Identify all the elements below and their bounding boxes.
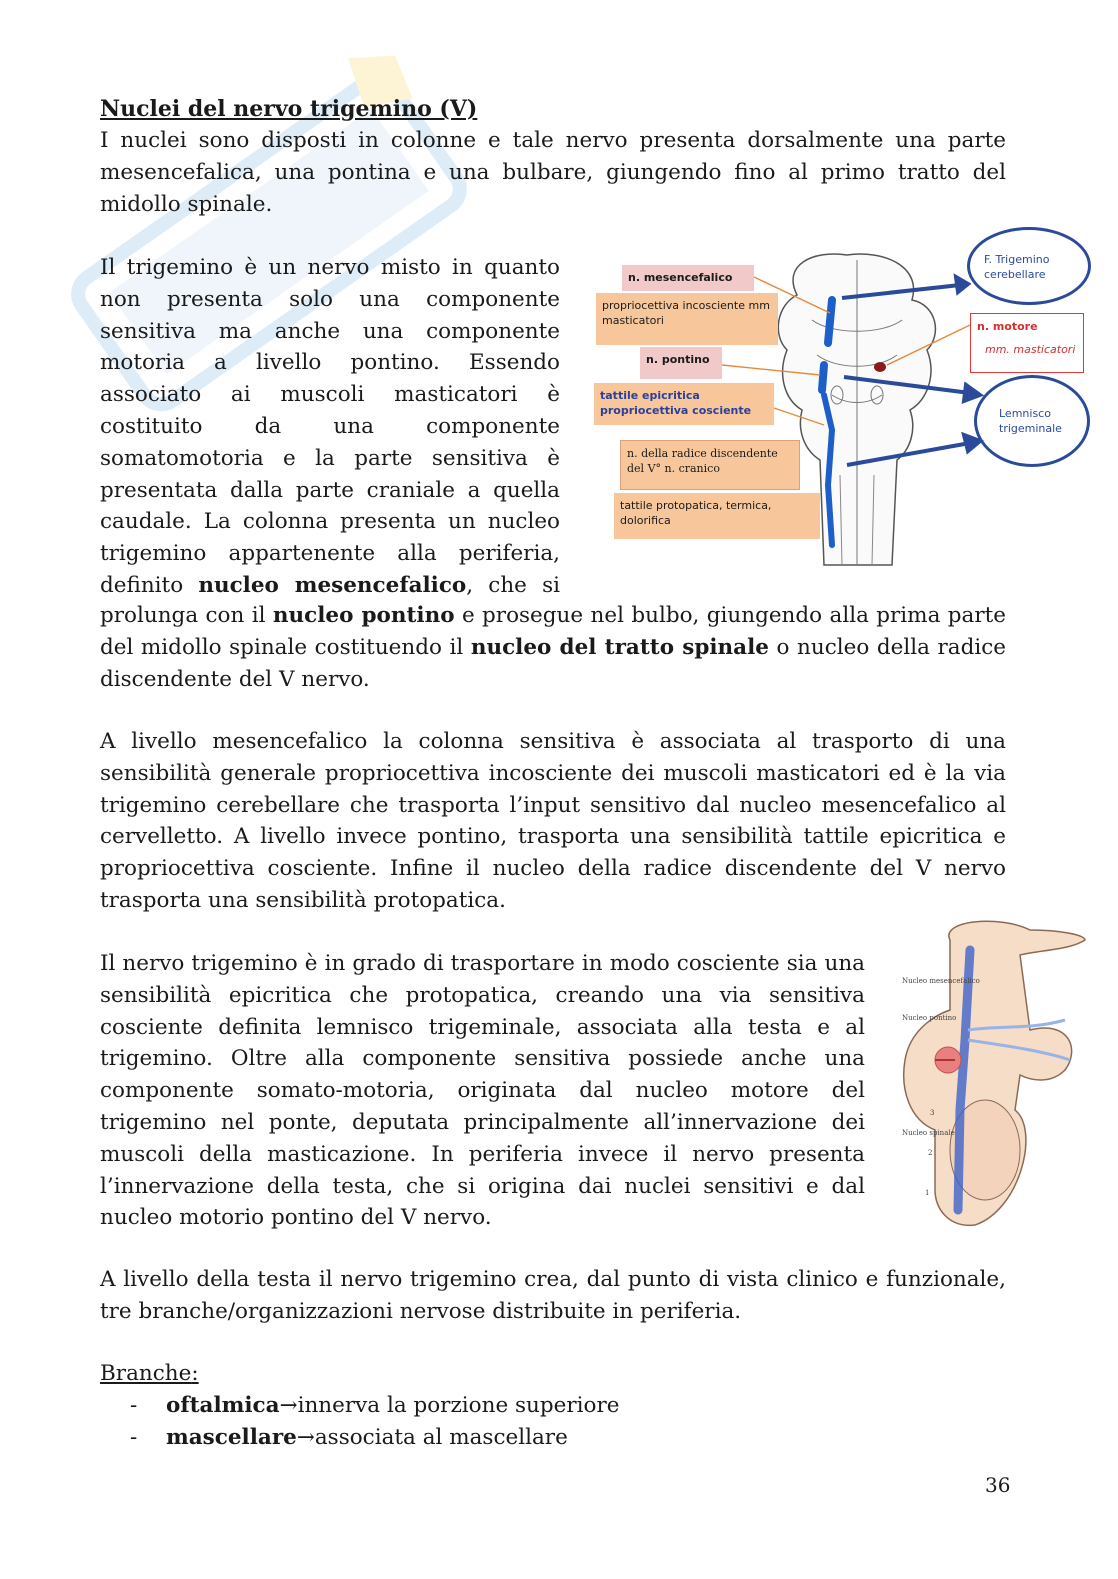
- fig2-label-3: 3: [930, 1109, 935, 1117]
- label-n-pontino: n. pontino: [640, 347, 722, 379]
- paragraph-misto-tail: , che si: [466, 572, 560, 598]
- paragraph-intro: I nuclei sono disposti in colonne e tale nervo presenta dorsalmente una parte mesencefalica, una pontina e una bulbare, giungendo fino al primo tratto del midollo spinale.: [100, 128, 1006, 217]
- list-item: [130, 1422, 619, 1454]
- label-mm-masticatori: mm. masticatori: [970, 337, 1084, 373]
- paragraph-lemnisco: Il nervo trigemino è in grado di trasportare in modo cosciente sia una sensibilità epicritica che protopatica, creando una via sensitiva cosciente definita lemnisco trigeminale, associata alla testa e al trigemino. Oltre alla componente sensitiva possiede anche una componente somato-motoria, originata dal nucleo motore del trigemino nel ponte, deputata principalmente all’innervazione dei muscoli della masticazione. In periferia invece il nervo presenta l’innervazione della testa, che si origina dai nuclei sensitivi e dal nucleo motorio pontino del V nervo.: [100, 951, 865, 1231]
- paragraph-pontino-tail: o nucleo della radice discendente del V nervo.: [100, 634, 1006, 692]
- label-propriocettiva-incosciente: propriocettiva incosciente mm masticatori: [596, 293, 778, 345]
- paragraph-branche-intro: A livello della testa il nervo trigemino crea, dal punto di vista clinico e funzionale, tre branche/organizzazioni nervose distribuite in periferia.: [100, 1267, 1006, 1324]
- list-dash: -: [130, 1393, 138, 1418]
- paragraph-pontino-text: prolunga con il: [100, 603, 266, 628]
- label-tattile-epicritica: tattile epicritica propriocettiva cosciente: [594, 383, 774, 425]
- paragraph-misto-text: Il trigemino è un nervo misto in quanto non presenta solo una componente sensitiva ma anche una componente motoria a livello pontino. Essendo associato ai muscoli masticatori è costituito da una componente somatomotoria e la parte sensitiva è presentata dalla parte craniale a quella caudale. La colonna presenta un nucleo trigemino appartenente alla periferia, definito: [100, 255, 560, 598]
- paragraph-misto: [100, 252, 560, 602]
- label-n-mesencefalico: n. mesencefalico: [622, 265, 754, 291]
- label-tattile-protopatica: tattile protopatica, termica, dolorifica: [614, 493, 820, 539]
- branche-heading-colon: :: [191, 1361, 199, 1386]
- term-nucleo-tratto-spinale: nucleo del tratto spinale: [470, 634, 769, 660]
- fig2-label-mesencefalico: Nucleo mesencefalico: [902, 977, 980, 985]
- fig2-label-1: 1: [925, 1189, 930, 1197]
- page-number: 36: [985, 1473, 1011, 1497]
- paragraph-mesencefalico: A livello mesencefalico la colonna sensitiva è associata al trasporto di una sensibilità generale propriocettiva incosciente dei muscoli masticatori ed è la via trigemino cerebellare che trasporta l’input sensitivo dal nucleo mesencefalico al cervelletto. A livello invece pontino, trasporta una sensibilità tattile epicritica e propriocettiva cosciente. Infine il nucleo della radice discendente del V nervo trasporta una sensibilità protopatica.: [100, 729, 1006, 913]
- trigeminal-anatomy-illustration: [880, 910, 1090, 1230]
- trigeminal-nuclei-diagram: [592, 225, 1097, 575]
- paragraph-pontino: [100, 600, 1006, 695]
- term-nucleo-pontino: nucleo pontino: [272, 603, 455, 628]
- term-nucleo-mesencefalico: nucleo mesencefalico: [198, 572, 467, 598]
- branch-desc: →innerva la porzione superiore: [279, 1393, 620, 1418]
- paragraph-pontino-mid: e prosegue nel bulbo, giungendo alla prima parte del midollo spinale costituendo il: [100, 603, 1006, 660]
- section-heading: Nuclei del nervo trigemino (V): [100, 96, 478, 122]
- list-item: [130, 1390, 619, 1422]
- label-n-radice-discendente: n. della radice discendente del V° n. cranico: [620, 440, 800, 490]
- branch-name: mascellare: [166, 1424, 297, 1450]
- branche-heading: [100, 1358, 199, 1390]
- branche-heading-text: Branche: [100, 1361, 192, 1386]
- list-dash: -: [130, 1424, 138, 1450]
- fig2-label-2: 2: [928, 1149, 933, 1157]
- label-f-trigemino-cerebellare: F. Trigemino cerebellare: [967, 227, 1091, 305]
- fig2-label-spinale: Nucleo spinale: [902, 1129, 955, 1137]
- label-lemnisco-trigeminale: Lemnisco trigeminale: [974, 375, 1090, 467]
- branch-name: oftalmica: [166, 1393, 280, 1418]
- branch-desc: →associata al mascellare: [296, 1424, 568, 1450]
- label-n-motore: n. motore: [970, 313, 1084, 337]
- branche-list: [130, 1390, 619, 1454]
- fig2-label-pontino: Nucleo pontino: [902, 1014, 957, 1022]
